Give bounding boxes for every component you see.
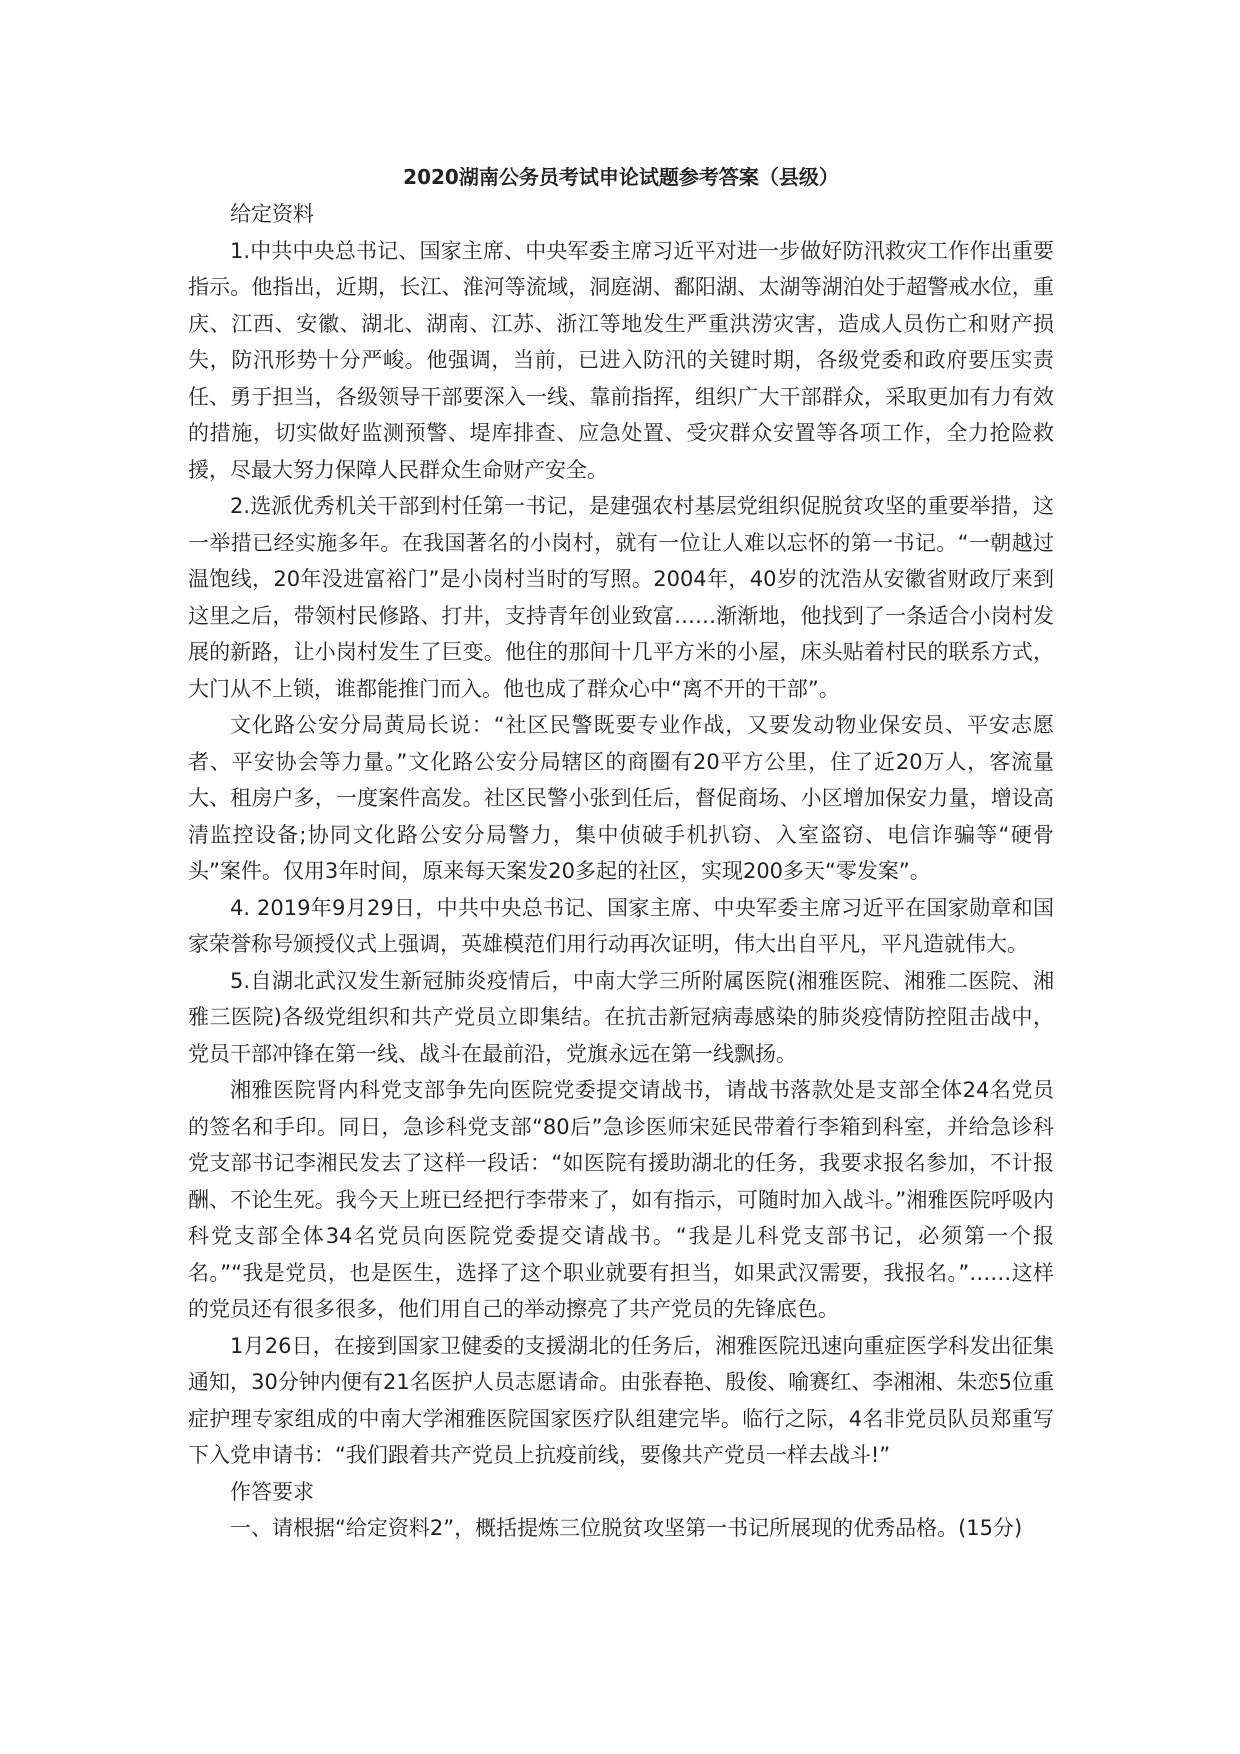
paragraph-material-3: 文化路公安分局黄局长说：“社区民警既要专业作战，又要发动物业保安员、平安志愿者、平安协会等力量。”文化路公安分局辖区的商圈有20平方公里，住了近20万人，客流量大、租房户多，一度案件高发。社区民警小张到任后，督促商场、小区增加保安力量，增设高清监控设备;协同文化路公安分局警力，集中侦破手机扒窃、入室盗窃、电信诈骗等“硬骨头”案件。仅用3年时间，原来每天案发20多起的社区，实现200多天“零发案”。	[188, 713, 1054, 883]
paragraph-material-5-detail: 湘雅医院肾内科党支部争先向医院党委提交请战书，请战书落款处是支部全体24名党员的签名和手印。同日，急诊科党支部“80后”急诊医师宋延民带着行李箱到科室，并给急诊科党支部书记李湘民发去了这样一段话：“如医院有援助湖北的任务，我要求报名参加，不计报酬、不论生死。我今天上班已经把行李带来了，如有指示，可随时加入战斗。”湘雅医院呼吸内科党支部全体34名党员向医院党委提交请战书。“我是儿科党支部书记，必须第一个报名。”“我是党员，也是医生，选择了这个职业就要有担当，如果武汉需要，我报名。”……这样的党员还有很多很多，他们用自己的举动擦亮了共产党员的先锋底色。	[188, 1078, 1054, 1321]
section-heading-requirements: 作答要求	[230, 1479, 314, 1504]
paragraph-material-1: 1.中共中央总书记、国家主席、中央军委主席习近平对进一步做好防汛救灾工作作出重要指示。他指出，近期，长江、淮河等流域，洞庭湖、鄱阳湖、太湖等湖泊处于超警戒水位，重庆、江西、安徽、湖北、湖南、江苏、浙江等地发生严重洪涝灾害，造成人员伤亡和财产损失，防汛形势十分严峻。他强调，当前，已进入防汛的关键时期，各级党委和政府要压实责任、勇于担当，各级领导干部要深入一线、靠前指挥，组织广大干部群众，采取更加有力有效的措施，切实做好监测预警、堤库排查、应急处置、受灾群众安置等各项工作，全力抢险救援，尽最大努力保障人民群众生命财产安全。	[188, 238, 1054, 482]
paragraph-material-4: 4. 2019年9月29日，中共中央总书记、国家主席、中央军委主席习近平在国家勋章和国家荣誉称号颁授仪式上强调，英雄模范们用行动再次证明，伟大出自平凡，平凡造就伟大。	[188, 895, 1054, 956]
section-heading-materials: 给定资料	[230, 202, 314, 226]
document-page	[188, 160, 1054, 1547]
question-1: 一、请根据“给定资料2”，概括提炼三位脱贫攻坚第一书记所展现的优秀品格。(15分)	[230, 1516, 1023, 1540]
paragraph-material-5-team: 1月26日，在接到国家卫健委的支援湖北的任务后，湘雅医院迅速向重症医学科发出征集通知，30分钟内便有21名医护人员志愿请命。由张春艳、殷俊、喻赛红、李湘湘、朱恋5位重症护理专家组成的中南大学湘雅医院国家医疗队组建完毕。临行之际，4名非党员队员郑重写下入党申请书：“我们跟着共产党员上抗疫前线，要像共产党员一样去战斗!”	[188, 1333, 1054, 1467]
paragraph-material-5: 5.自湖北武汉发生新冠肺炎疫情后，中南大学三所附属医院(湘雅医院、湘雅二医院、湘雅三医院)各级党组织和共产党员立即集结。在抗击新冠病毒感染的肺炎疫情防控阻击战中，党员干部冲锋在第一线、战斗在最前沿，党旗永远在第一线飘扬。	[188, 968, 1054, 1066]
paragraph-material-2: 2.选派优秀机关干部到村任第一书记，是建强农村基层党组织促脱贫攻坚的重要举措，这一举措已经实施多年。在我国著名的小岗村，就有一位让人难以忘怀的第一书记。“一朝越过温饱线，20年没进富裕门”是小岗村当时的写照。2004年，40岁的沈浩从安徽省财政厅来到这里之后，带领村民修路、打井，支持青年创业致富……渐渐地，他找到了一条适合小岗村发展的新路，让小岗村发生了巨变。他住的那间十几平方米的小屋，床头贴着村民的联系方式，大门从不上锁，谁都能推门而入。他也成了群众心中“离不开的干部”。	[188, 494, 1054, 701]
document-title: 2020湖南公务员考试申论试题参考答案（县级）	[403, 165, 839, 189]
